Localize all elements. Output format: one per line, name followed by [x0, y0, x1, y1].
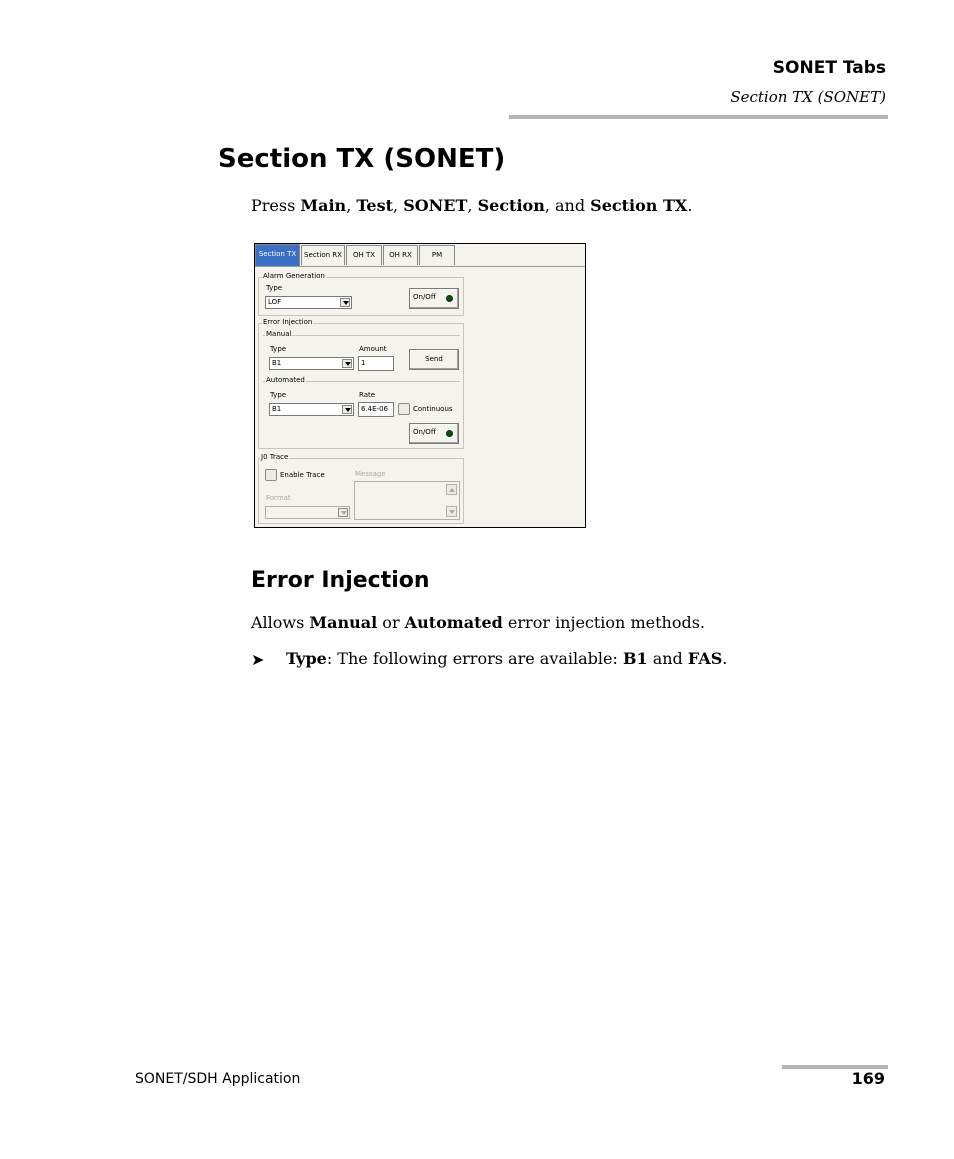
tab-pm[interactable]: PM — [419, 245, 455, 265]
led-indicator-icon — [446, 295, 453, 302]
alarm-type-label: Type — [266, 284, 283, 292]
para-manual: Manual — [309, 613, 378, 632]
bullet-fas: FAS — [687, 649, 723, 668]
bullet-end: . — [722, 649, 728, 668]
intro-sep: , — [346, 196, 357, 215]
alarm-onoff-button[interactable] — [409, 288, 459, 309]
bullet-and: and — [647, 649, 688, 668]
page-title: Section TX (SONET) — [218, 144, 506, 174]
tab-section-rx[interactable]: Section RX — [301, 245, 345, 265]
manual-type-value: B1 — [272, 359, 282, 367]
j0-trace-title: J0 Trace — [261, 453, 289, 461]
intro-main: Main — [300, 196, 347, 215]
format-label: Format — [266, 494, 291, 502]
tab-section-tx[interactable]: Section TX — [255, 244, 300, 266]
page-number: 169 — [851, 1069, 885, 1088]
header-rule — [509, 115, 888, 119]
section-tx-panel — [254, 243, 586, 528]
error-injection-title: Error Injection — [263, 318, 313, 326]
amount-label: Amount — [359, 345, 387, 353]
led-indicator-icon — [446, 430, 453, 437]
automated-label: Automated — [266, 376, 305, 384]
bullet-text: : The following errors are available: — [326, 649, 623, 668]
chevron-down-icon[interactable] — [342, 405, 352, 414]
alarm-type-value: LOF — [268, 298, 282, 306]
intro-sep: , — [393, 196, 404, 215]
para-text: Allows — [251, 613, 310, 632]
running-header-subtitle: Section TX (SONET) — [730, 88, 886, 106]
para-text: error injection methods. — [502, 613, 705, 632]
running-header-title: SONET Tabs — [772, 58, 886, 78]
alarm-generation-title: Alarm Generation — [263, 272, 325, 280]
continuous-checkbox[interactable] — [398, 403, 410, 415]
intro-paragraph — [251, 196, 692, 215]
message-label: Message — [355, 470, 386, 478]
enable-trace-label: Enable Trace — [280, 471, 325, 479]
amount-input[interactable]: 1 — [358, 356, 394, 371]
footer-doc-title: SONET/SDH Application — [135, 1071, 301, 1087]
send-button[interactable] — [409, 349, 459, 370]
send-label: Send — [425, 355, 443, 363]
bullet-type: Type — [286, 649, 327, 668]
auto-type-value: B1 — [272, 405, 282, 413]
bullet-arrow-icon: ➤ — [251, 650, 265, 669]
manual-label: Manual — [266, 330, 292, 338]
chevron-down-icon[interactable] — [342, 359, 352, 368]
tab-oh-tx[interactable]: OH TX — [346, 245, 382, 265]
bullet-item-type — [286, 649, 727, 668]
alarm-onoff-label: On/Off — [413, 293, 436, 301]
intro-sonet: SONET — [403, 196, 468, 215]
error-injection-paragraph — [251, 613, 705, 632]
continuous-label: Continuous — [413, 405, 453, 413]
auto-type-combo[interactable] — [269, 403, 354, 416]
tab-oh-rx[interactable]: OH RX — [383, 245, 418, 265]
auto-onoff-button[interactable] — [409, 423, 459, 444]
bullet-b1: B1 — [622, 649, 648, 668]
intro-text: Press — [251, 196, 301, 215]
auto-onoff-label: On/Off — [413, 428, 436, 436]
manual-type-label: Type — [270, 345, 287, 353]
intro-end: . — [687, 196, 693, 215]
message-box[interactable] — [354, 481, 460, 520]
intro-sep: , and — [544, 196, 591, 215]
section-heading: Error Injection — [251, 568, 430, 593]
para-text: or — [377, 613, 405, 632]
intro-section-tx: Section TX — [590, 196, 688, 215]
chevron-down-icon[interactable] — [340, 298, 350, 307]
manual-divider — [263, 335, 460, 336]
para-automated: Automated — [404, 613, 503, 632]
intro-test: Test — [356, 196, 394, 215]
scroll-up-icon[interactable] — [446, 484, 457, 495]
format-combo[interactable] — [265, 506, 350, 519]
scroll-down-icon[interactable] — [446, 506, 457, 517]
alarm-type-combo[interactable] — [265, 296, 352, 309]
intro-section: Section — [477, 196, 545, 215]
rate-label: Rate — [359, 391, 376, 399]
manual-type-combo[interactable] — [269, 357, 354, 370]
enable-trace-checkbox[interactable] — [265, 469, 277, 481]
intro-sep: , — [467, 196, 478, 215]
auto-type-label: Type — [270, 391, 287, 399]
tab-bar — [255, 244, 585, 267]
rate-input[interactable]: 6.4E-06 — [358, 402, 394, 417]
chevron-down-icon[interactable] — [338, 508, 348, 517]
